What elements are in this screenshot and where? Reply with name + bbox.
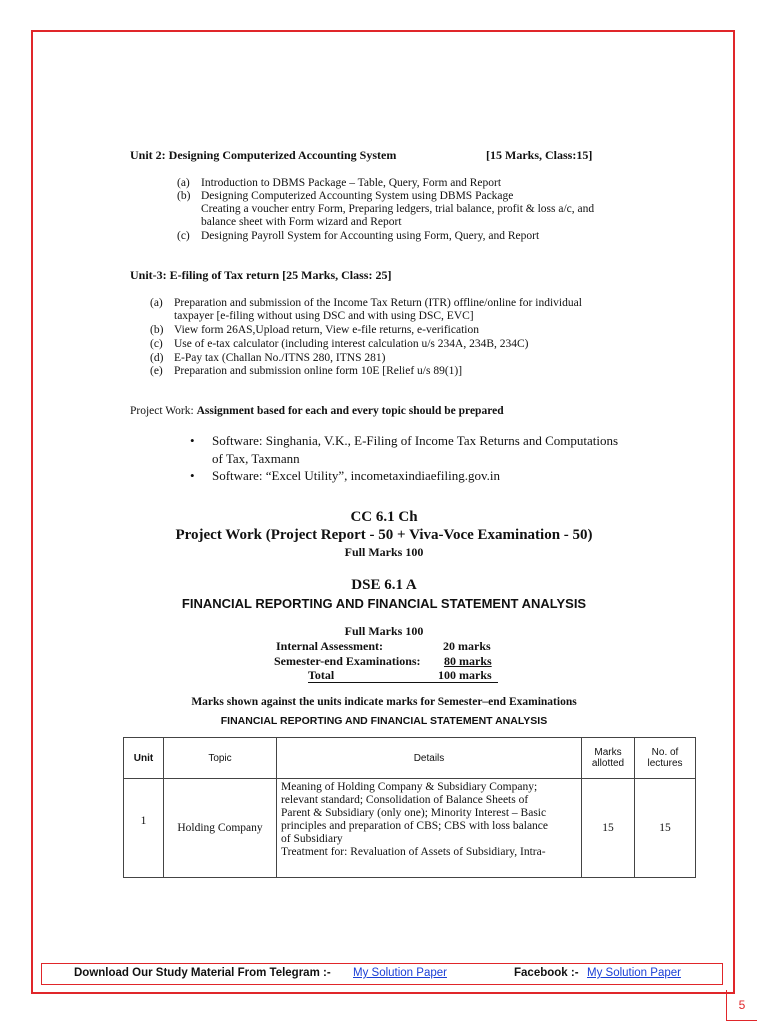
dse-code: DSE 6.1 A [351,577,417,593]
cell-marks: 15 [582,779,635,878]
bullet-icon: • [190,433,195,448]
footer-bar [41,963,723,985]
page-number: 5 [726,990,757,1021]
cc-code: CC 6.1 Ch [350,509,418,525]
semester-label: Semester-end Examinations: [274,654,421,668]
dse-title: FINANCIAL REPORTING AND FINANCIAL STATEMENT ANALYSIS [181,596,587,611]
table-row [124,779,696,878]
unit3-title: Unit-3: E-filing of Tax return [25 Marks, Class: 25] [130,268,392,282]
unit2-marks: [15 Marks, Class:15] [486,148,593,162]
header-lectures: No. of lectures [635,738,696,779]
project-work-text: Assignment based for each and every topic should be prepared [196,405,504,417]
cell-lectures: 15 [635,779,696,878]
table-caption: FINANCIAL REPORTING AND FINANCIAL STATEMENT ANALYSIS [220,715,548,727]
total-row [308,668,498,683]
total-value: 100 marks [438,668,492,682]
header-topic: Topic [164,738,277,779]
table-header-row [124,738,696,779]
total-label: Total [308,668,335,682]
cell-unit: 1 [124,779,164,878]
project-work-label: Project Work: [130,405,194,417]
marks-note: Marks shown against the units indicate marks for Semester–end Examinations [191,696,577,708]
dse-full-marks: Full Marks 100 [344,624,424,638]
footer-facebook-text: Facebook :- [514,967,579,979]
header-marks: Marks allotted [582,738,635,779]
header-details: Details [277,738,582,779]
semester-value: 80 marks [444,654,492,668]
project-work-line [130,405,504,417]
cell-details: Meaning of Holding Company & Subsidiary Company; relevant standard; Consolidation of Balance Sheets of Parent & Subsidiary (only one); Minority Interest – Basic principles and preparation of CBS; CBS with loss balance of Subsidiary Treatment for: Revaluation of Assets of Subsidiary, Intra- [277,779,582,878]
footer-telegram-text: Download Our Study Material From Telegram :- [74,967,331,979]
facebook-link[interactable]: My Solution Paper [587,967,681,979]
bullet-icon: • [190,468,195,483]
cc-full-marks: Full Marks 100 [344,545,424,559]
syllabus-table [123,737,696,878]
telegram-link[interactable]: My Solution Paper [353,967,447,979]
header-unit: Unit [124,738,164,779]
cc-title: Project Work (Project Report - 50 + Viva-Voce Examination - 50) [175,527,593,543]
internal-label: Internal Assessment: [276,639,383,653]
internal-value: 20 marks [443,639,491,653]
unit2-title: Unit 2: Designing Computerized Accounting System [130,148,397,162]
cell-topic: Holding Company [164,779,277,878]
